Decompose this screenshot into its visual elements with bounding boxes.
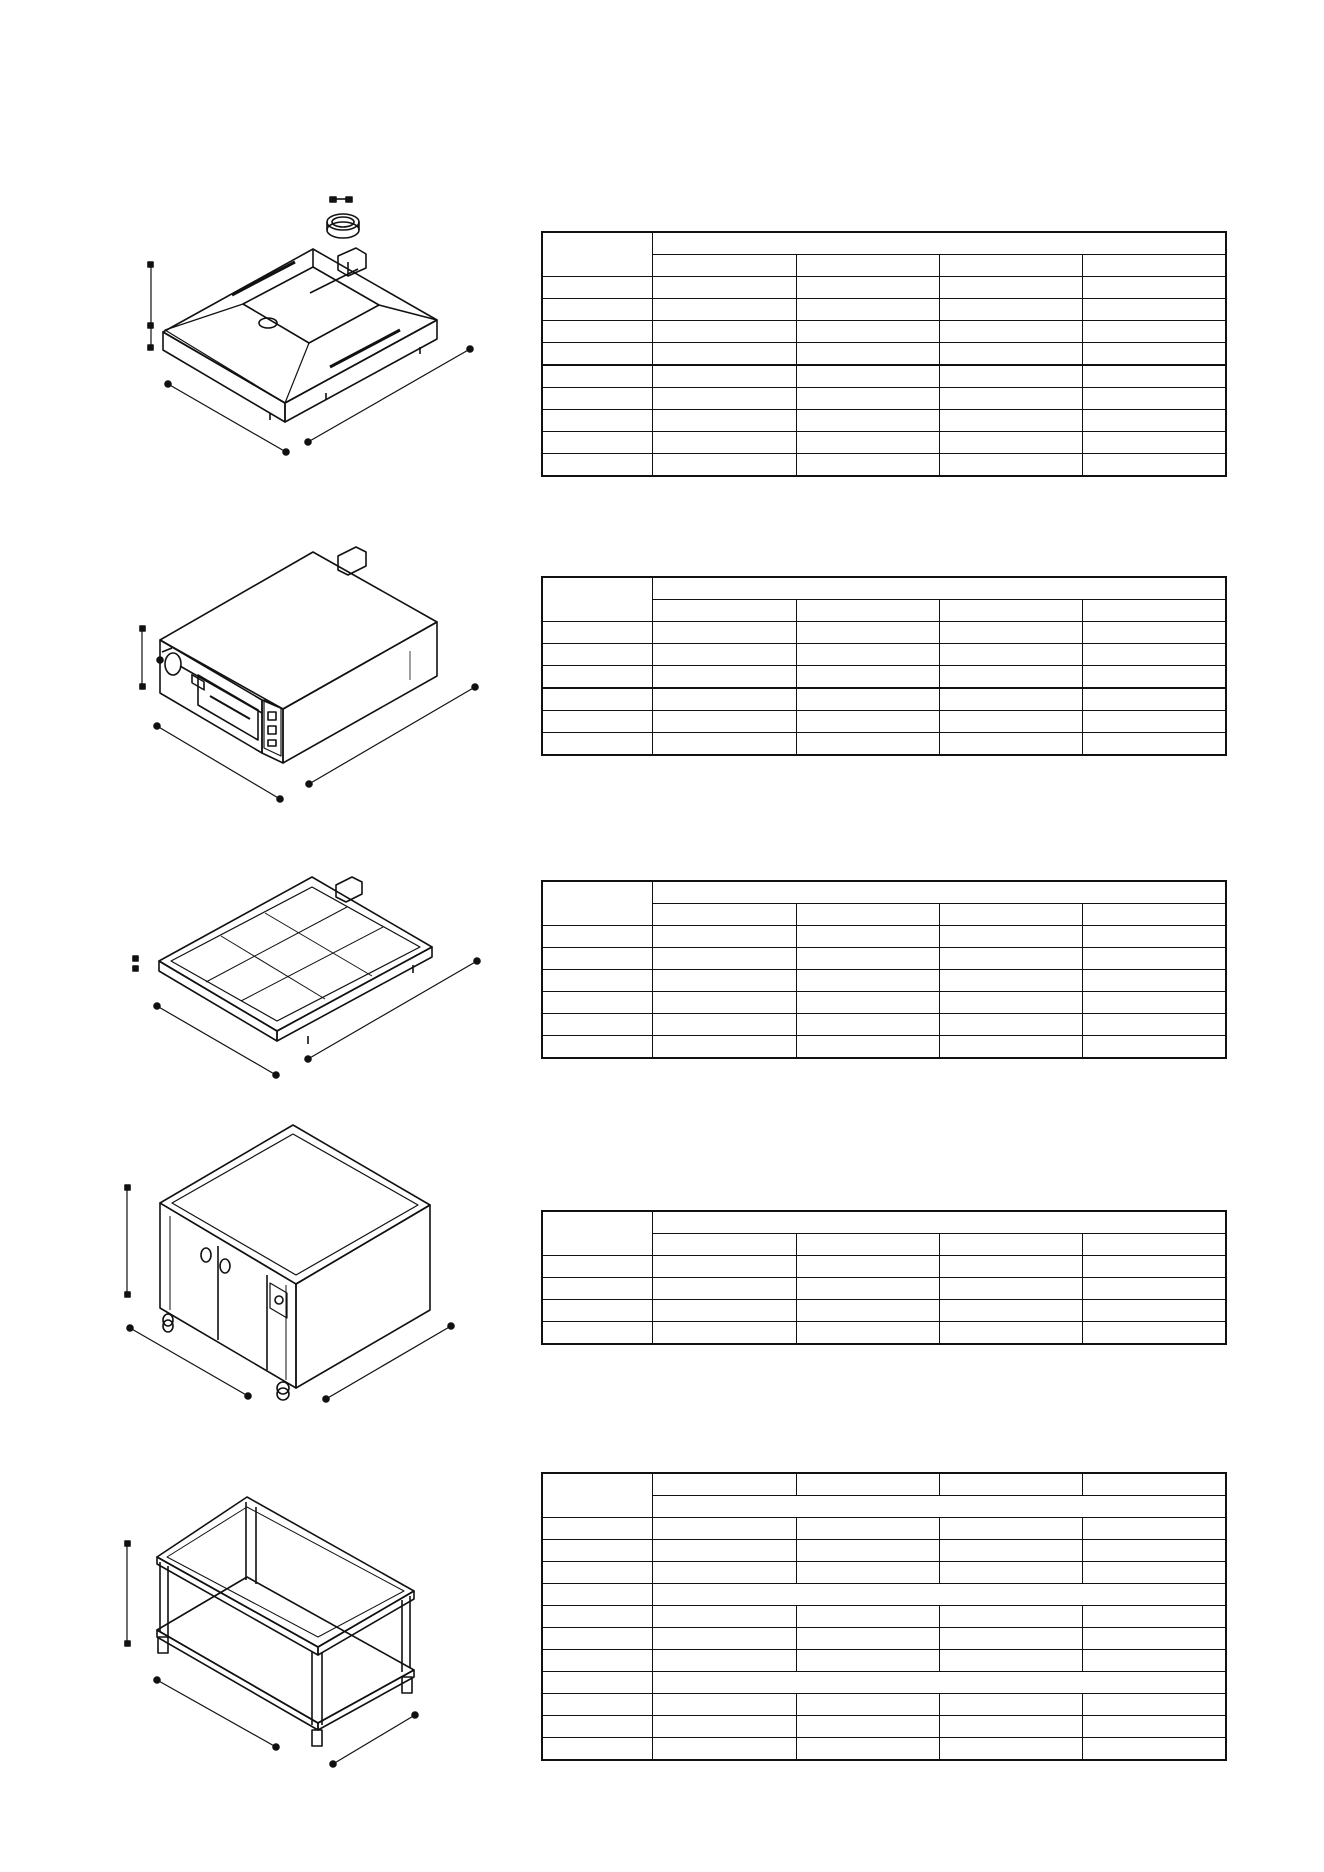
table-row: [542, 970, 1226, 992]
table-row: [542, 410, 1226, 432]
table-row: [542, 666, 1226, 689]
hood-spec-table: [541, 231, 1227, 477]
table-row: [542, 1036, 1226, 1059]
table-row: [542, 343, 1226, 366]
table-header-group-cell: [653, 881, 1226, 904]
table-header-cell: [939, 600, 1082, 622]
table-header-cell: [653, 255, 796, 277]
table-header-cell: [939, 1234, 1082, 1256]
oven-drawing: [140, 547, 478, 802]
table-row: [542, 299, 1226, 321]
table-row: [542, 1628, 1226, 1650]
table-row: [542, 1716, 1226, 1738]
table-header-label-cell: [542, 1473, 653, 1518]
table-row: [542, 1014, 1226, 1036]
table-header-label-cell: [542, 577, 653, 622]
table-row: [542, 1278, 1226, 1300]
table-row: [542, 432, 1226, 454]
table-row: [542, 733, 1226, 756]
stand-drawing: [125, 1497, 418, 1767]
table-row: [542, 644, 1226, 666]
table-header-cell: [796, 600, 939, 622]
table-row: [542, 1694, 1226, 1716]
table-row: [542, 454, 1226, 477]
table-row: [542, 1562, 1226, 1584]
table-header-group-cell: [653, 1496, 1226, 1518]
table-header-cell: [796, 1234, 939, 1256]
table-header-group-cell: [653, 1211, 1226, 1234]
table-row: [542, 992, 1226, 1014]
table-row: [542, 1540, 1226, 1562]
deck-drawing: [133, 877, 480, 1078]
table-header-cell: [1083, 904, 1226, 926]
table-header-cell: [1083, 600, 1226, 622]
table-row: [542, 948, 1226, 970]
table-row: [542, 926, 1226, 948]
table-row: [542, 1606, 1226, 1628]
table-row: [542, 321, 1226, 343]
hood-drawing: [148, 197, 473, 455]
table-header-cell: [1083, 255, 1226, 277]
table-header-cell: [653, 904, 796, 926]
deck-spec-table: [541, 880, 1227, 1059]
table-header-cell: [939, 904, 1082, 926]
table-row: [542, 622, 1226, 644]
table-header-cell: [939, 255, 1082, 277]
table-header-cell: [796, 255, 939, 277]
table-row: [542, 1256, 1226, 1278]
table-row: [542, 1322, 1226, 1345]
table-header-cell: [653, 1234, 796, 1256]
table-row: [542, 1518, 1226, 1540]
table-section-row: [542, 1672, 1226, 1694]
table-row: [542, 688, 1226, 711]
table-section-row: [542, 1584, 1226, 1606]
table-row: [542, 365, 1226, 388]
table-header-group-cell: [653, 577, 1226, 600]
stand-spec-table: [541, 1472, 1227, 1761]
table-header-label-cell: [542, 232, 653, 277]
table-header-cell: [796, 904, 939, 926]
cabinet-drawing: [125, 1125, 454, 1402]
table-header-group-cell: [653, 232, 1226, 255]
table-row: [542, 1738, 1226, 1761]
table-row: [542, 388, 1226, 410]
table-header-cell: [653, 600, 796, 622]
table-header-label-cell: [542, 881, 653, 926]
table-row: [542, 711, 1226, 733]
cabinet-spec-table: [541, 1210, 1227, 1345]
table-row: [542, 1650, 1226, 1672]
table-row: [542, 277, 1226, 299]
oven-spec-table: [541, 576, 1227, 756]
table-header-cell: [1083, 1234, 1226, 1256]
table-header-label-cell: [542, 1211, 653, 1256]
table-row: [542, 1300, 1226, 1322]
